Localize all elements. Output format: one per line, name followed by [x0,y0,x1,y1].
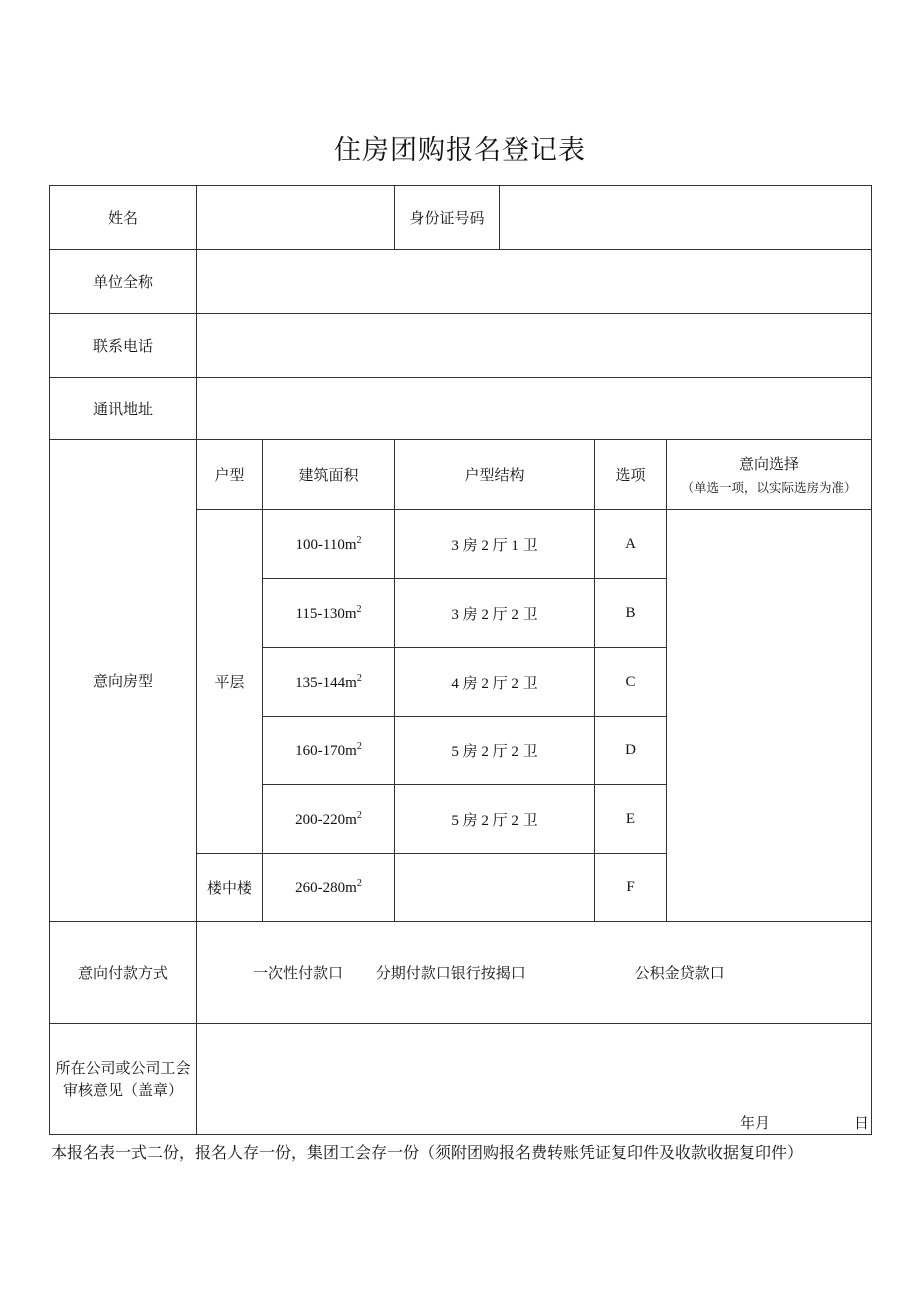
layout-cell: 5 房 2 厅 2 卫 [395,785,595,854]
payment-label: 意向付款方式 [50,922,197,1024]
option-cell: A [595,510,667,579]
option-cell: D [595,717,667,785]
header-area: 建筑面积 [263,440,395,510]
header-choice-title: 意向选择 [739,455,800,473]
registration-form [49,185,872,1135]
payment-option-lump-sum[interactable]: 一次性付款口 [253,964,344,982]
address-label: 通讯地址 [50,378,197,440]
option-cell: B [595,579,667,648]
payment-option-installment[interactable]: 分期付款口银行按揭口 [375,964,526,982]
option-cell: E [595,785,667,854]
area-cell: $115-130m^2$ [263,579,395,648]
name-label: 姓名 [50,186,197,250]
choice-field[interactable] [667,510,872,922]
review-field[interactable] [197,1024,872,1135]
header-choice-note: （单选一项，以实际选房为准） [681,480,857,495]
company-label: 单位全称 [50,250,197,314]
area-cell: $260-280m^2$ [263,854,395,922]
intended-type-label: 意向房型 [50,440,197,922]
header-choice [667,440,872,510]
name-field[interactable] [197,186,395,250]
id-number-label: 身份证号码 [395,186,500,249]
page-title: 住房团购报名登记表 [334,135,586,166]
phone-label: 联系电话 [50,314,197,378]
header-type: 户型 [197,440,263,510]
payment-options [197,922,872,1024]
review-label: 所在公司或公司工会审核意见（盖章） [50,1024,197,1135]
layout-cell: 3 房 2 厅 1 卫 [395,510,595,579]
layout-cell: 5 房 2 厅 2 卫 [395,717,595,785]
date-day: 日 [854,1114,870,1132]
date-year-month: 年月 [739,1114,770,1132]
area-cell: $160-170m^2$ [263,717,395,785]
flat-label: 平层 [197,510,263,854]
layout-cell: 4 房 2 厅 2 卫 [395,648,595,717]
area-cell: $200-220m^2$ [263,785,395,854]
company-field[interactable] [197,250,872,314]
option-cell: C [595,648,667,717]
header-option: 选项 [595,440,667,510]
layout-cell [395,854,595,922]
area-cell: $135-144m^2$ [263,648,395,717]
address-field[interactable] [197,378,872,440]
id-number-field[interactable] [500,186,871,249]
footnote: 本报名表一式二份，报名人存一份，集团工会存一份（须附团购报名费转账凭证复印件及收款收据复印件） [51,1143,804,1162]
layout-cell: 3 房 2 厅 2 卫 [395,579,595,648]
option-cell: F [595,854,667,922]
phone-field[interactable] [197,314,872,378]
duplex-label: 楼中楼 [197,854,263,922]
header-layout: 户型结构 [395,440,595,510]
area-cell: $100-110m^2$ [263,510,395,579]
payment-option-provident-fund[interactable]: 公积金贷款口 [634,964,725,982]
